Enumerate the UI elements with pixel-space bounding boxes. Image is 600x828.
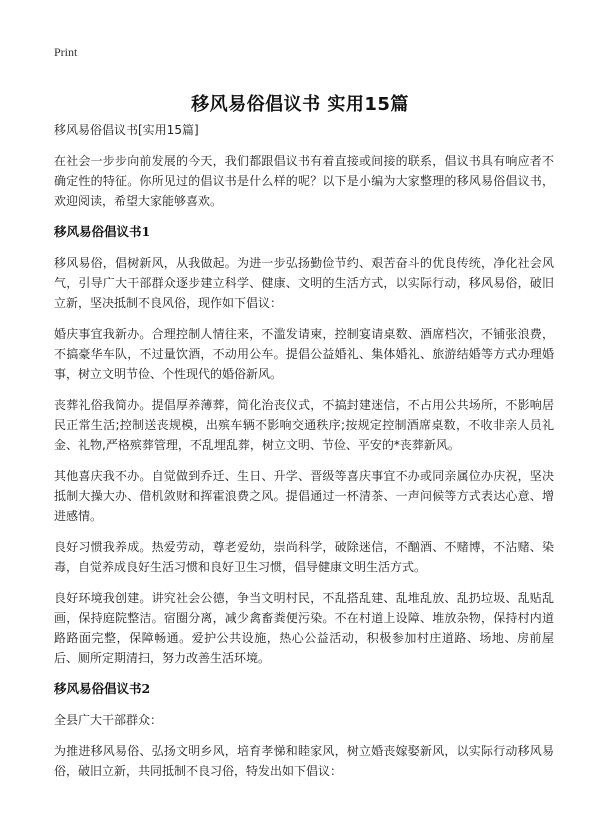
section-paragraph: 婚庆事宜我新办。合理控制人情往来，不滥发请柬，控制宴请桌数、酒席档次，不铺张浪费，不搞豪华车队，不过量饮酒，不动用公车。提倡公益婚礼、集体婚礼、旅游结婚等方式办理婚事，树立文明节俭、个性现代的婚俗新风。: [54, 327, 554, 381]
section-paragraph: 移风易俗，倡树新风，从我做起。为进一步弘扬勤俭节约、艰苦奋斗的优良传统，净化社会风气，引导广大干部群众逐步建立科学、健康、文明的生活方式，以实际行动，移风易俗，破旧立新，坚决抵制不良风俗，现作如下倡议：: [54, 256, 554, 310]
section-heading: 移风易俗倡议书2: [54, 681, 151, 696]
section-paragraph: 良好环境我创建。讲究社会公德，争当文明村民，不乱搭乱建、乱堆乱放、乱扔垃圾、乱贴乱画，保持庭院整洁。宿圈分离，减少禽畜粪便污染。不在村道上设障、堆放杂物，保持村内道路路面完整，保障畅通。爱护公共设施，热心公益活动，积极参加村庄道路、场地、房前屋后、厕所定期清扫，努力改善生活环境。: [54, 591, 554, 665]
document-subtitle: 移风易俗倡议书[实用15篇]: [54, 123, 199, 137]
section-paragraph: 全县广大干部群众：: [54, 713, 163, 727]
section-paragraph: 丧葬礼俗我简办。提倡厚养薄葬，简化治丧仪式，不搞封建迷信，不占用公共场所，不影响居民正常生活;控制送丧规模，出殡车辆不影响交通秩序;按规定控制酒席桌数，不收非亲人员礼金、礼物,严格殡葬管理，不乱埋乱葬，树立文明、节俭、平安的*丧葬新风。: [54, 398, 554, 452]
section-paragraph: 其他喜庆我不办。自觉做到乔迁、生日、升学、晋级等喜庆事宜不办或同亲属位办庆祝，坚决抵制大操大办、借机敛财和挥霍浪费之风。提倡通过一杯清茶、一声问候等方式表达心意、增进感情。: [54, 469, 554, 523]
print-link[interactable]: Print: [54, 45, 78, 59]
document-body: [54, 120, 554, 792]
section-heading: 移风易俗倡议书1: [54, 224, 151, 239]
section-paragraph: 为推进移风易俗、弘扬文明乡风，培育孝悌和睦家风，树立婚丧嫁娶新风，以实际行动移风易俗，破旧立新，共同抵制不良习俗，特发出如下倡议：: [54, 744, 554, 778]
intro-paragraph: 在社会一步步向前发展的今天，我们都跟倡议书有着直接或间接的联系，倡议书具有响应者不确定性的特征。你所见过的倡议书是什么样的呢？以下是小编为大家整理的移风易俗倡议书，欢迎阅读，希望大家能够喜欢。: [54, 154, 554, 208]
section-paragraph: 良好习惯我养成。热爱劳动，尊老爱幼，崇尚科学，破除迷信，不酗酒、不赌博，不沾赌、染毒，自觉养成良好生活习惯和良好卫生习惯，倡导健康文明生活方式。: [54, 540, 554, 574]
document-title: 移风易俗倡议书 实用15篇: [191, 94, 409, 116]
